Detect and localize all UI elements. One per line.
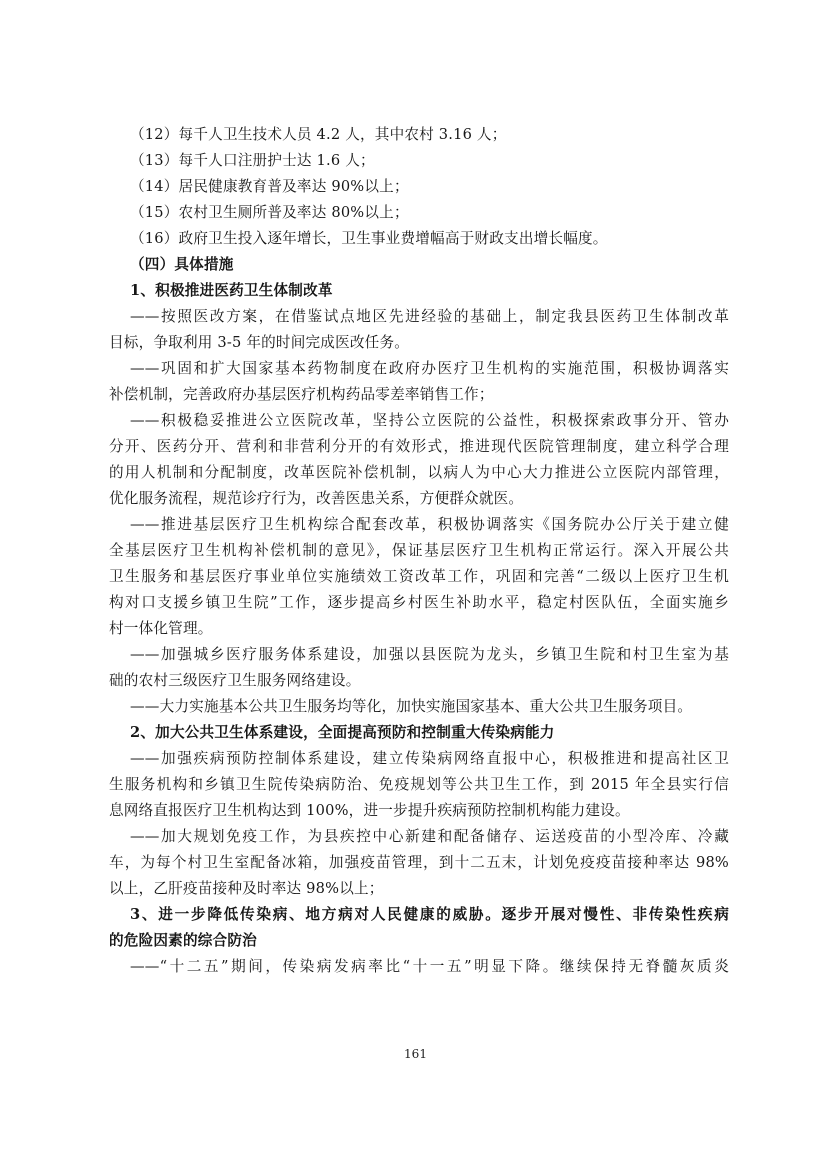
paragraph-line: 构对口支援乡镇卫生院”工作，逐步提高乡村医生补助水平，稳定村医队伍，全面实施乡 (109, 594, 729, 611)
body-text (109, 122, 729, 980)
subheading-3-continued: 的危险因素的综合防治 (109, 932, 257, 949)
paragraph-line: ——加强疾病预防控制体系建设，建立传染病网络直报中心，积极推进和提高社区卫 (130, 750, 729, 767)
paragraph-line: ——加强城乡医疗服务体系建设，加强以县医院为龙头，乡镇卫生院和村卫生室为基 (130, 646, 729, 663)
paragraph-line: ——推进基层医疗卫生机构综合配套改革，积极协调落实《国务院办公厅关于建立健 (130, 516, 729, 533)
list-item-16: （16）政府卫生投入逐年增长，卫生事业费增幅高于财政支出增长幅度。 (130, 230, 608, 247)
section-heading-measures: （四）具体措施 (130, 256, 234, 273)
paragraph-line: 车，为每个村卫生室配备冰箱，加强疫苗管理，到十二五末，计划免疫疫苗接种率达 98% (109, 854, 729, 871)
paragraph-line: ——按照医改方案，在借鉴试点地区先进经验的基础上，制定我县医药卫生体制改革 (130, 308, 729, 325)
paragraph-line: 优化服务流程，规范诊疗行为，改善医患关系，方便群众就医。 (109, 490, 524, 507)
paragraph-line: ——“十二五”期间，传染病发病率比“十一五”明显下降。继续保持无脊髓灰质炎 (130, 958, 729, 975)
list-item-13: （13）每千人口注册护士达 1.6 人； (130, 152, 375, 169)
paragraph-line: 的用人机制和分配制度，改革医院补偿机制，以病人为中心大力推进公立医院内部管理， (109, 464, 729, 481)
paragraph-line: ——巩固和扩大国家基本药物制度在政府办医疗卫生机构的实施范围，积极协调落实 (130, 360, 729, 377)
paragraph-line: 全基层医疗卫生机构补偿机制的意见》，保证基层医疗卫生机构正常运行。深入开展公共 (109, 542, 729, 559)
paragraph-line: 村一体化管理。 (109, 620, 213, 637)
subheading-2: 2、加大公共卫生体系建设，全面提高预防和控制重大传染病能力 (130, 724, 555, 741)
paragraph-line: 础的农村三级医疗卫生服务网络建设。 (109, 672, 361, 689)
list-item-14: （14）居民健康教育普及率达 90%以上； (130, 178, 409, 195)
subheading-3: 3、进一步降低传染病、地方病对人民健康的威胁。逐步开展对慢性、非传染性疾病 (130, 906, 729, 923)
paragraph-line: 目标，争取利用 3-5 年的时间完成医改任务。 (109, 334, 410, 351)
paragraph-line: 卫生服务和基层医疗事业单位实施绩效工资改革工作，巩固和完善“二级以上医疗卫生机 (109, 568, 729, 585)
paragraph-line: 生服务机构和乡镇卫生院传染病防治、免疫规划等公共卫生工作，到 2015 年全县实行信 (109, 776, 729, 793)
page-number: 161 (404, 1047, 427, 1061)
paragraph-line: ——加大规划免疫工作，为县疾控中心新建和配备储存、运送疫苗的小型冷库、冷藏 (130, 828, 729, 845)
list-item-12: （12）每千人卫生技术人员 4.2 人，其中农村 3.16 人； (130, 126, 507, 143)
paragraph-line: 息网络直报医疗卫生机构达到 100%，进一步提升疾病预防控制机构能力建设。 (109, 802, 630, 819)
paragraph-line: 补偿机制，完善政府办基层医疗机构药品零差率销售工作； (109, 386, 494, 403)
paragraph-line: 分开、医药分开、营利和非营利分开的有效形式，推进现代医院管理制度，建立科学合理 (109, 438, 729, 455)
paragraph-line: ——积极稳妥推进公立医院改革，坚持公立医院的公益性，积极探索政事分开、管办 (130, 412, 729, 429)
paragraph-line: 以上，乙肝疫苗接种及时率达 98%以上； (109, 880, 384, 897)
list-item-15: （15）农村卫生厕所普及率达 80%以上； (130, 204, 409, 221)
paragraph-line: ——大力实施基本公共卫生服务均等化，加快实施国家基本、重大公共卫生服务项目。 (130, 698, 693, 715)
subheading-1: 1、积极推进医药卫生体制改革 (130, 282, 333, 299)
